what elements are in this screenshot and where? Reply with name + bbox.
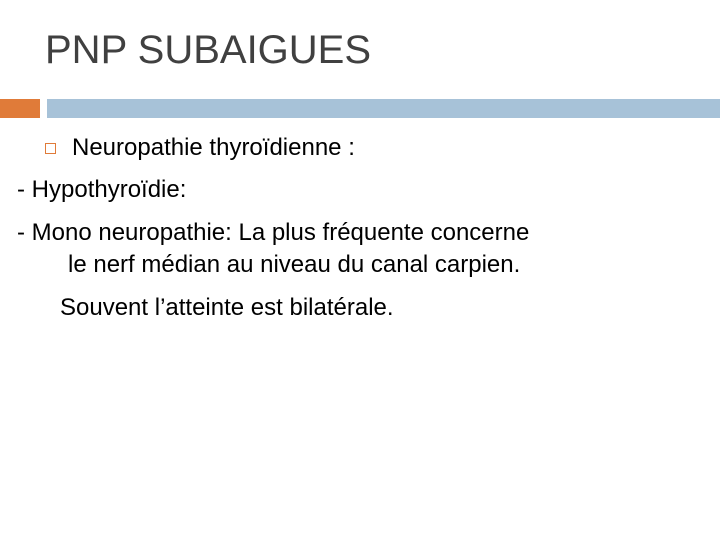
content-line: - Mono neuropathie: La plus fréquente concerne <box>17 219 530 246</box>
hollow-square-bullet-icon <box>45 143 56 154</box>
bullet-text: Neuropathie thyroïdienne : <box>72 134 355 161</box>
content-line: Souvent l’atteinte est bilatérale. <box>60 294 394 321</box>
title-accent-bar <box>0 99 40 118</box>
content-line: le nerf médian au niveau du canal carpien. <box>68 251 521 278</box>
slide-title: PNP SUBAIGUES <box>45 28 372 72</box>
title-rule-bar <box>47 99 720 118</box>
content-line: - Hypothyroïdie: <box>17 176 187 203</box>
